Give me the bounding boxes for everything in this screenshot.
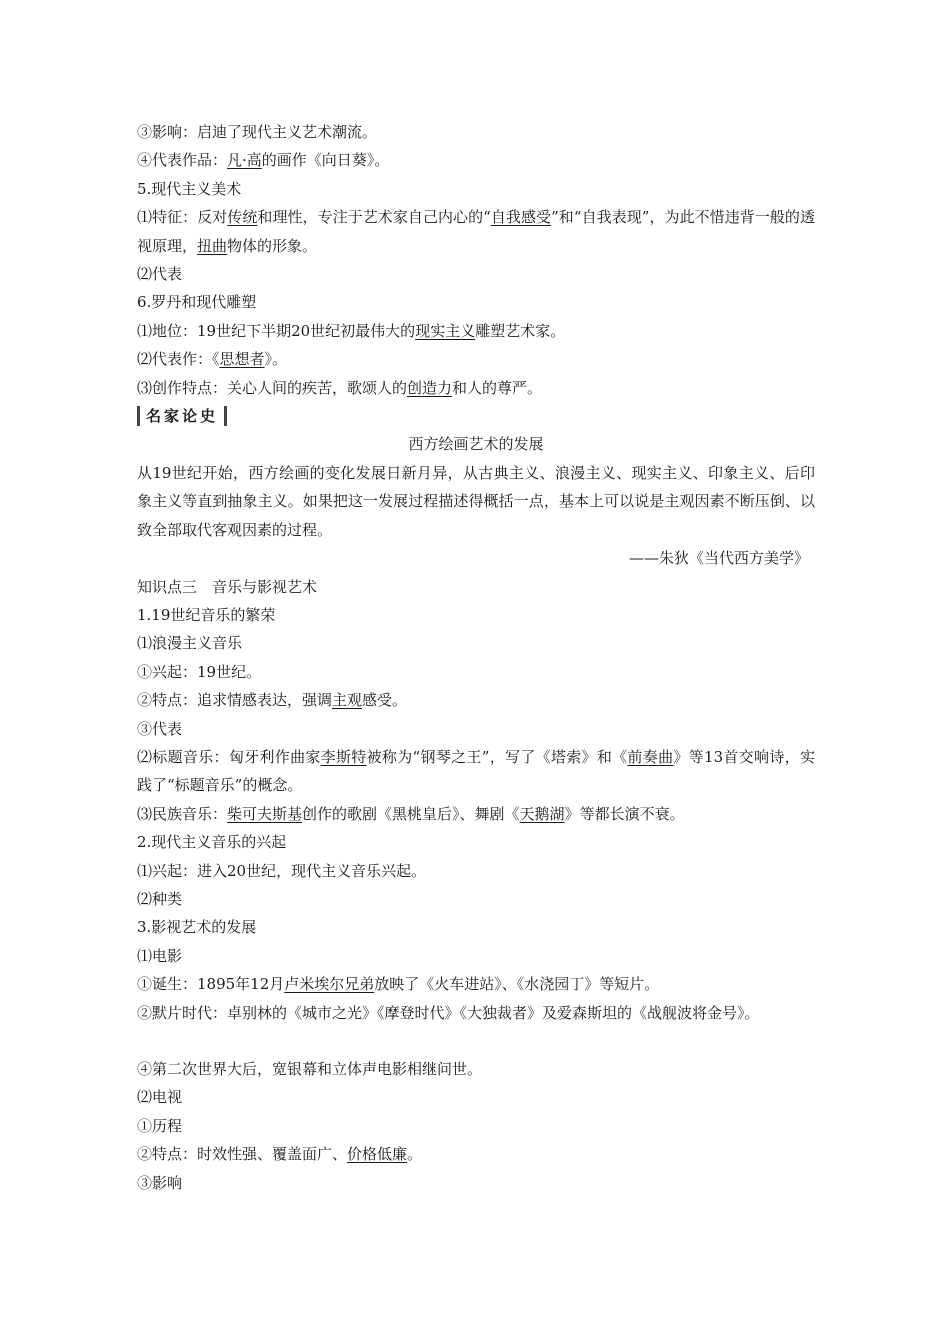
text-span: 和理性，专注于艺术家自己内心的“	[257, 208, 491, 227]
text-line: ③影响	[137, 1173, 183, 1192]
answer-blank: 扭曲	[197, 236, 228, 255]
text-span: 放映了《火车进站》、《水浇园丁》等短片。	[374, 975, 660, 994]
text-span: 被称为“钢琴之王”，写了《塔索》和《	[366, 747, 628, 766]
answer-blank: 主观	[332, 691, 363, 710]
text-span: ⑶民族音乐：	[137, 804, 228, 823]
answer-blank: 创造力	[407, 378, 453, 397]
text-paragraph	[137, 743, 815, 800]
text-span: ”和“自我表现”，为此不惜违背一般的透视原理，	[137, 208, 815, 255]
document-page	[137, 118, 815, 1197]
text-line: ⑵代表	[137, 265, 183, 284]
section-heading: 5.现代主义美术	[137, 179, 242, 198]
answer-blank: 李斯特	[320, 747, 367, 766]
text-line: ④第二次世界大后，宽银幕和立体声电影相继问世。	[137, 1060, 483, 1078]
text-span: 。	[407, 1145, 423, 1164]
answer-blank: 卢米埃尔兄弟	[284, 975, 375, 994]
text-span: ⑴特征：反对	[137, 208, 228, 227]
text-span: 》等13首交响诗，实践了“标题音乐”的概念。	[137, 747, 815, 795]
answer-blank: 柴可夫斯基	[227, 804, 303, 823]
blank-gap	[137, 1027, 815, 1055]
text-span: 物体的形象。	[227, 236, 318, 255]
text-line: ⑵种类	[137, 889, 183, 908]
text-span: 创作的歌剧《黑桃皇后》、舞剧《	[302, 804, 520, 823]
text-line	[137, 317, 815, 345]
text-paragraph	[137, 203, 815, 260]
text-line	[137, 345, 815, 373]
text-span: ①诞生：1895年12月	[137, 975, 285, 994]
text-line	[137, 970, 815, 998]
text-span: 感受。	[362, 691, 408, 710]
text-line: ③影响：启迪了现代主义艺术潮流。	[137, 123, 378, 141]
answer-blank: 现实主义	[415, 321, 476, 340]
text-line	[137, 686, 815, 714]
text-line: ⑴电影	[137, 946, 183, 965]
text-span: ⑵代表作：《	[137, 350, 220, 369]
section-heading: 6.罗丹和现代雕塑	[137, 293, 257, 312]
text-span: 雕塑艺术家。	[475, 321, 566, 340]
text-line	[137, 1140, 815, 1168]
text-line	[137, 146, 815, 174]
text-span: ⑵标题音乐：匈牙利作曲家	[137, 747, 321, 766]
box-body: 从19世纪开始，西方绘画的变化发展日新月异，从古典主义、浪漫主义、现实主义、印象主义、后印象主义等直到抽象主义。如果把这一发展过程描述得概括一点，基本上可以说是主观因素不断压倒、以致全部取代客观因素的过程。	[137, 463, 815, 539]
text-paragraph: ②默片时代：卓别林的《城市之光》《摩登时代》《大独裁者》及爱森斯坦的《战舰波将金号》。	[137, 1003, 760, 1022]
text-line	[137, 800, 815, 828]
answer-blank: 自我感受	[490, 208, 552, 227]
text-span: ④代表作品：	[137, 151, 228, 170]
section-heading: 3.影视艺术的发展	[137, 918, 257, 937]
text-span: ②特点：追求情感表达，强调	[137, 691, 333, 710]
text-span: ②特点：时效性强、覆盖面广、	[137, 1145, 348, 1164]
text-line	[137, 374, 815, 402]
text-span: ⑴地位：19世纪下半期20世纪初最伟大的	[137, 321, 416, 340]
section-heading: 知识点三 音乐与影视艺术	[137, 577, 318, 596]
box-title: 名家论史	[137, 406, 227, 426]
text-line: ③代表	[137, 719, 183, 738]
box-heading: 西方绘画艺术的发展	[408, 435, 544, 454]
quote-box	[137, 402, 815, 572]
box-source: ——朱狄《当代西方美学》	[628, 549, 809, 568]
text-line: ⑴兴起：进入20世纪，现代主义音乐兴起。	[137, 861, 427, 880]
text-span: 》。	[264, 350, 288, 369]
text-line: ①兴起：19世纪。	[137, 662, 262, 681]
text-span: 》等都长演不衰。	[564, 804, 685, 823]
text-span: ⑶创作特点：关心人间的疾苦，歌颂人的	[137, 378, 408, 397]
answer-blank: 价格低廉	[347, 1145, 408, 1164]
answer-blank: 思想者	[219, 350, 265, 369]
answer-blank: 天鹅湖	[519, 804, 565, 823]
text-line: ⑵电视	[137, 1088, 183, 1107]
section-heading: 2.现代主义音乐的兴起	[137, 833, 287, 852]
answer-blank: 传统	[227, 208, 258, 227]
text-line: ⑴浪漫主义音乐	[137, 634, 243, 653]
text-line: ①历程	[137, 1116, 183, 1135]
text-span: 的画作《向日葵》。	[261, 151, 390, 170]
answer-blank: 前奏曲	[627, 747, 674, 766]
text-span: 和人的尊严。	[452, 378, 543, 397]
answer-blank: 凡·高	[227, 151, 262, 170]
section-heading: 1.19世纪音乐的繁荣	[137, 605, 276, 624]
